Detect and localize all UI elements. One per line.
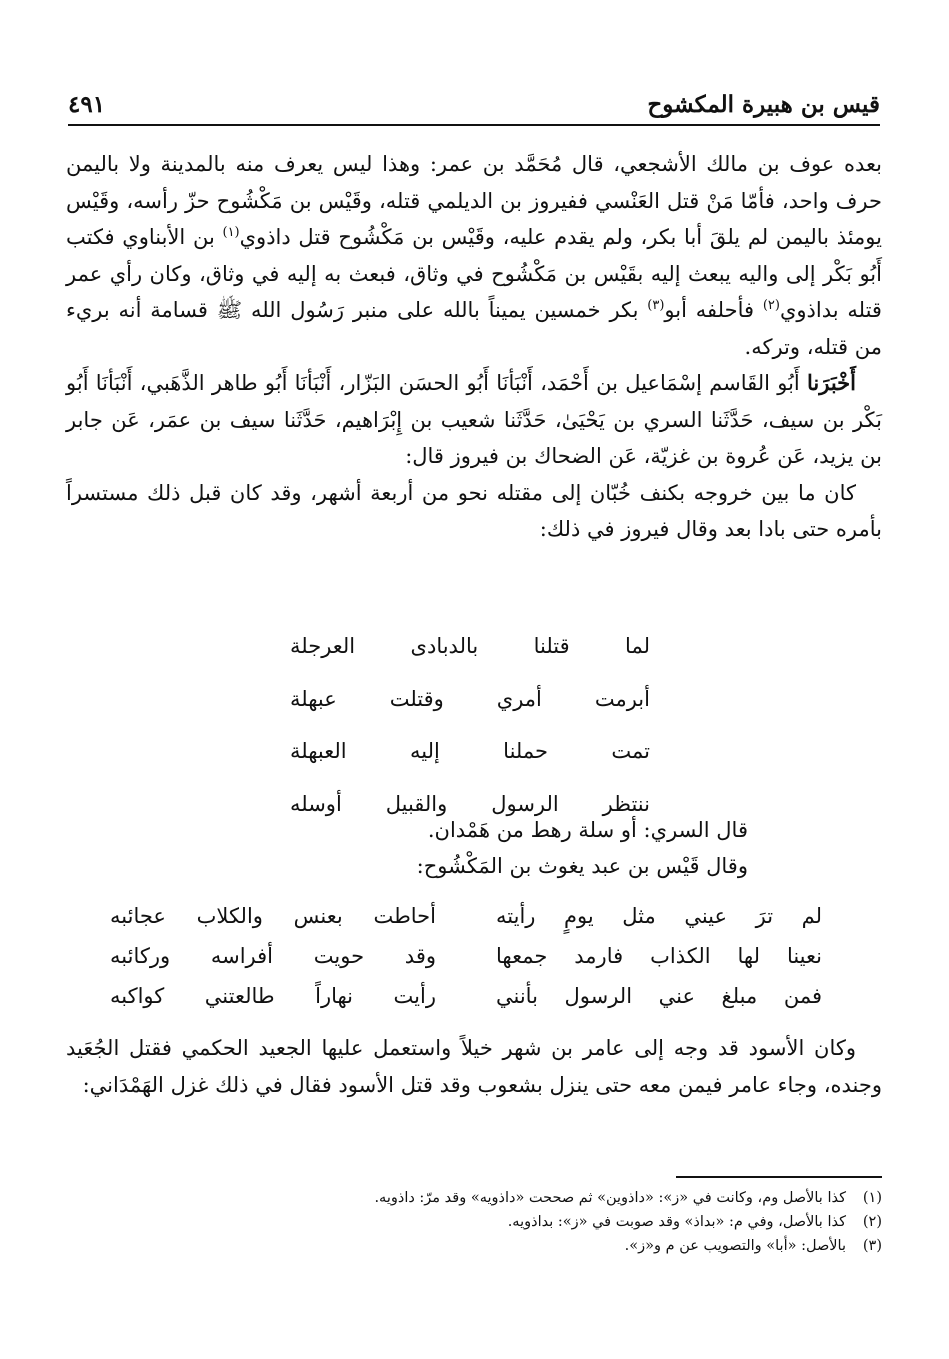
paragraph-3: كان ما بين خروجه بكنف خُبّان إلى مقتله نحو من أربعة أشهر، وقد كان قبل ذلك مستسراً بأمره حتى بادا بعد وقال فيروز في ذلك: (66, 480, 882, 541)
paragraph-1-part-c: فأحلفه أبو (664, 298, 763, 322)
paragraph-1-part-b: بن الأبناوي فكتب أَبُو بَكْر إلى واليه يبعث إليه بقَيْس بن مَكْشُوح في وثاق، فبعث به إليه في وثاق، وكان رأي عمر قتله بداذوي (66, 225, 882, 322)
verse-line: لما قتلنا بالدبادى العرجلة (290, 634, 650, 658)
footnote-divider (676, 1176, 882, 1178)
hemistich-second: أحاطت بعنس والكلاب عجائبه (110, 904, 436, 928)
hemistich-first: نعينا لها الكذاب فارمد جمعها (496, 944, 822, 968)
footnote-number: (٣) (862, 1238, 882, 1254)
paragraph-1 (66, 146, 882, 365)
footnote (66, 1186, 882, 1210)
footnote-number: (٢) (862, 1214, 882, 1230)
footnote-text: بالأصل: «أبا» والتصويب عن م و«ز». (624, 1238, 846, 1254)
verse-line: أبرمت أمري وقتلت عبهلة (290, 686, 650, 711)
footnotes (66, 1186, 882, 1258)
poem-couplets (110, 896, 822, 1016)
footnote-text: كذا بالأصل، وفي م: «بداذ» وقد صوبت في «ز»: بداذويه. (507, 1214, 846, 1230)
main-text (66, 146, 882, 548)
poem-verses (290, 620, 650, 830)
narration-lines (66, 812, 814, 884)
hemistich-second: رأيت نهاراً طالعتني كواكبه (110, 984, 436, 1008)
isnad-lead: أَخْبَرَنا (807, 370, 856, 395)
running-title: قيس بن هبيرة المكشوح (647, 90, 880, 118)
narration-line: قال السري: أو سلة رهط من هَمْدان. (427, 818, 748, 842)
paragraph-4: وكان الأسود قد وجه إلى عامر بن شهر خيلاً واستعمل عليها الجعيد الحكمي فقتل الجُعَيد وجنده، وجاء عامر فيمن معه حتى ينزل بشعوب وقد قتل الأسود فقال في ذلك غزل الهَمْدَاني: (66, 1036, 882, 1097)
footnote (66, 1210, 882, 1234)
footnote-text: كذا بالأصل وم، وكانت في «ز»: «داذوين» ثم صححت «داذويه» وقد مرّ: داذويه. (374, 1190, 846, 1206)
paragraph-1-part-d: بكر خمسين يميناً بالله على منبر رَسُول الله ﷺ قسامة أنه بريء من قتله، وتركه. (66, 298, 882, 359)
footnote-ref-1: (١) (222, 225, 240, 240)
narration-line: وقال قَيْس بن عبد يغوث بن المَكْشُوح: (416, 854, 748, 878)
page-header (68, 84, 880, 126)
main-text-continued (66, 1030, 882, 1104)
footnote-number: (١) (862, 1190, 882, 1206)
couplet (110, 896, 822, 936)
verse-line: تمت حملنا إليه العبهلة (290, 739, 650, 763)
verse-line: ننتظر الرسول والقبيل أوسله (290, 791, 650, 816)
isnad-chain: أَبُو القَاسم إسْمَاعيل بن أَحْمَد، أَنْبَأنَا أَبُو الحسَن البَزّار، أَنْبَأنَا أَبُو طاهر الذَّهَبي، أَنْبَأنَا أَبُو بَكْر بن سيف، حَدَّثَنا السري بن يَحْيَىٰ، حَدَّثَنا شعيب بن إِبْرَاهيم، حَدَّثَنا سيف بن عمَر، عَن جابر بن يزيد، عَن عُروة بن غزيّة، عَن الضحاك بن فيروز قال: (66, 371, 882, 468)
paragraph-1-part-a: بعده عوف بن مالك الأشجعي، قال مُحَمَّد بن عمر: وهذا ليس يعرف منه بالمدينة ولا باليمن حرف واحد، فأمّا مَنْ قتل العَنْسي ففيروز بن الديلمي قتله، وقَيْس بن مَكْشُوح حزّ رأسه، وقَيْس يومئذ باليمن لم يلقَ أبا بكر، ولم يقدم عليه، وقَيْس بن مَكْشُوح قتل داذوي (66, 152, 882, 249)
footnote-ref-3: (٣) (647, 298, 665, 313)
hemistich-first: لم ترَ عيني مثل يومٍ رأيته (496, 904, 822, 928)
footnote (66, 1234, 882, 1258)
page-number: ٤٩١ (68, 90, 106, 118)
couplet (110, 936, 822, 976)
hemistich-first: فمن مبلغ عني الرسول بأنني (496, 984, 822, 1008)
paragraph-2 (66, 365, 882, 475)
couplet (110, 976, 822, 1016)
hemistich-second: وقد حويت أفراسه وركائبه (110, 944, 436, 968)
footnote-ref-2: (٢) (762, 298, 780, 313)
